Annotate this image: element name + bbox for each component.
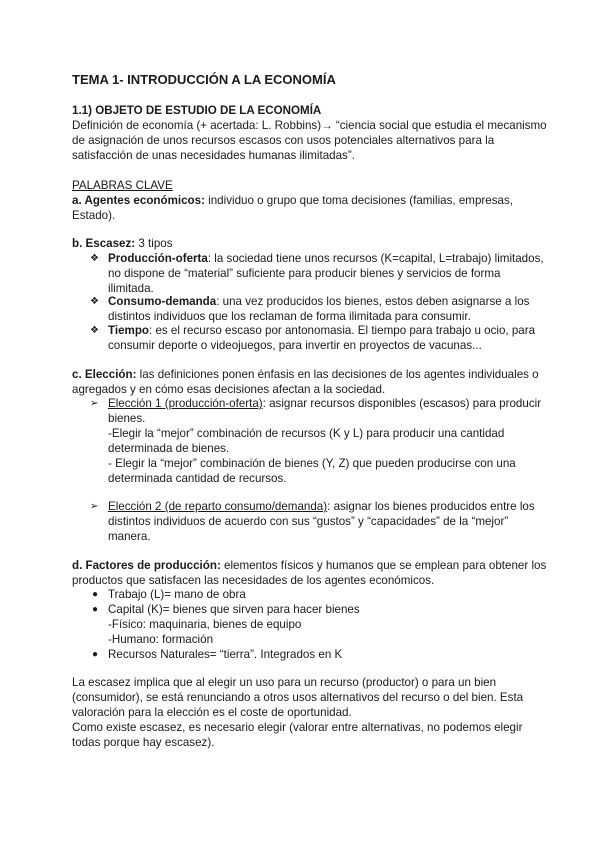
- keyword-agents-cont: Estado).: [72, 209, 116, 222]
- factor-item: Capital (K)= bienes que sirven para hacer bienes: [108, 603, 360, 616]
- scarcity-item-label: Producción-oferta: [108, 252, 208, 265]
- scarcity-item-cont: ilimitada.: [108, 282, 154, 295]
- scarcity-item-label: Tiempo: [108, 324, 150, 337]
- bullet-icon: ●: [92, 604, 99, 615]
- keyword-agents-text: individuo o grupo que toma decisiones (familias, empresas,: [204, 194, 513, 207]
- closing-line: todas porque hay escasez).: [72, 736, 215, 749]
- scarcity-item: [108, 323, 535, 338]
- factors-label: d. Factores de producción:: [72, 559, 221, 572]
- keyword-agents: [72, 193, 513, 208]
- diamond-bullet-icon: ❖: [90, 296, 99, 307]
- closing-line: La escasez implica que al elegir un uso para un recurso (productor) o para un bien: [72, 676, 497, 689]
- choice-item: [108, 499, 535, 514]
- choice-item-cont: -Elegir la “mejor” combinación de recursos (K y L) para producir una cantidad: [108, 427, 505, 440]
- factor-subitem: -Humano: formación: [108, 633, 214, 646]
- page-title: TEMA 1- INTRODUCCIÓN A LA ECONOMÍA: [72, 72, 336, 87]
- keywords-heading: PALABRAS CLAVE: [72, 179, 173, 192]
- choice-text-cont: agregados y en cómo esas decisiones afectan a la sociedad.: [72, 383, 386, 396]
- scarcity-suffix: 3 tipos: [135, 237, 173, 250]
- scarcity-item-cont: consumir deporte o videojuegos, para invertir en proyectos de vacunas...: [108, 339, 482, 352]
- scarcity-item-text: : es el recurso escaso por antonomasia. El tiempo para trabajo u ocio, para: [149, 324, 536, 337]
- choice-item-text: : asignar los bienes producidos entre los: [327, 500, 535, 513]
- choice-text: las definiciones ponen énfasis en las decisiones de los agentes individuales o: [136, 368, 539, 381]
- bullet-icon: ●: [92, 589, 99, 600]
- choice-item-cont: determinada cantidad de recursos.: [108, 472, 287, 485]
- choice-item-cont: manera.: [108, 530, 151, 543]
- scarcity-item: [108, 294, 529, 309]
- scarcity-item-text: : la sociedad tiene unos recursos (K=capital, L=trabajo) limitados,: [207, 252, 544, 265]
- factor-subitem: -Físico: maquinaria, bienes de equipo: [108, 618, 302, 631]
- scarcity-item-cont: distintos individuos que los reclaman de forma ilimitada para consumir.: [108, 310, 471, 323]
- choice-label: c. Elección:: [72, 368, 137, 381]
- section-heading: 1.1) OBJETO DE ESTUDIO DE LA ECONOMÍA: [72, 104, 322, 117]
- scarcity-item-text: : una vez producidos los bienes, estos deben asignarse a los: [216, 295, 530, 308]
- factors-text-cont: productos que satisfacen las necesidades de los agentes económicos.: [72, 574, 435, 587]
- closing-line: (consumidor), se está renunciando a otros usos alternativos del recurso o del bien. Esta: [72, 691, 524, 704]
- scarcity-item: [108, 251, 544, 266]
- definition-line: Definición de economía (+ acertada: L. Robbins)→ “ciencia social que estudia el mecanismo: [72, 119, 547, 132]
- factor-item: Recursos Naturales= “tierra”. Integrados en K: [108, 648, 343, 661]
- keyword-factors: [72, 558, 546, 573]
- closing-line: Como existe escasez, es necesario elegir (valorar entre alternativas, no podemos elegir: [72, 721, 523, 734]
- diamond-bullet-icon: ❖: [90, 253, 99, 264]
- factor-item: Trabajo (L)= mano de obra: [108, 588, 246, 601]
- diamond-bullet-icon: ❖: [90, 325, 99, 336]
- factors-text: elementos físicos y humanos que se emplean para obtener los: [220, 559, 547, 572]
- choice-item-label: Elección 2 (de reparto consumo/demanda): [108, 500, 328, 513]
- keyword-scarcity: [72, 236, 173, 251]
- choice-item-cont: distintos individuos de acuerdo con sus “gustos” y “capacidades” de la “mejor”: [108, 515, 509, 528]
- choice-item-text: : asignar recursos disponibles (escasos) para producir: [262, 397, 542, 410]
- closing-line: valoración para la elección es el coste de oportunidad.: [72, 706, 352, 719]
- choice-item-label: Elección 1 (producción-oferta): [108, 397, 263, 410]
- keyword-choice: [72, 367, 539, 382]
- scarcity-label: b. Escasez:: [72, 237, 136, 250]
- arrow-bullet-icon: ➢: [90, 501, 99, 512]
- keyword-agents-label: a. Agentes económicos:: [72, 194, 205, 207]
- choice-item-cont: determinada de bienes.: [108, 442, 230, 455]
- choice-item-cont: bienes.: [108, 412, 146, 425]
- definition-line: satisfacción de unas necesidades humanas ilimitadas”.: [72, 149, 355, 162]
- scarcity-item-label: Consumo-demanda: [108, 295, 217, 308]
- definition-line: de asignación de unos recursos escasos con usos potenciales alternativos para la: [72, 134, 495, 147]
- choice-item: [108, 396, 541, 411]
- choice-item-cont: - Elegir la “mejor” combinación de bienes (Y, Z) que pueden producirse con una: [108, 457, 516, 470]
- bullet-icon: ●: [92, 649, 99, 660]
- arrow-bullet-icon: ➢: [90, 398, 99, 409]
- scarcity-item-cont: no dispone de “material” suficiente para producir bienes y servicios de forma: [108, 267, 501, 280]
